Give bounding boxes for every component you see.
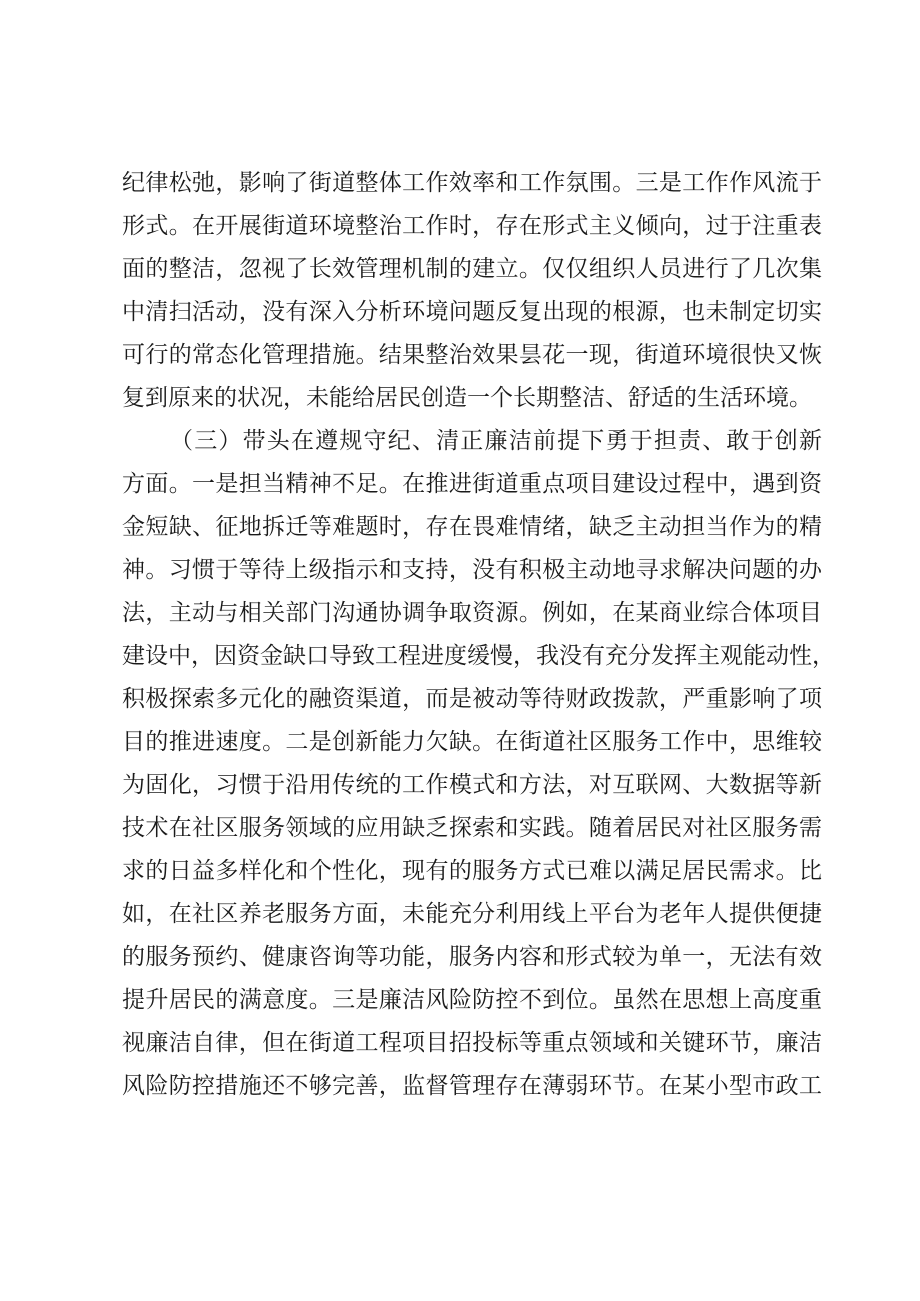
- paragraph-line: 面的整洁，忽视了长效管理机制的建立。仅仅组织人员进行了几次集: [122, 256, 822, 282]
- paragraph-line: 风险防控措施还不够完善，监督管理存在薄弱环节。在某小型市政工: [122, 1073, 822, 1099]
- paragraph-line: 复到原来的状况，未能给居民创造一个长期整洁、舒适的生活环境。: [122, 385, 812, 411]
- paragraph-line: 方面。一是担当精神不足。在推进街道重点项目建设过程中，遇到资: [122, 471, 822, 497]
- paragraph-line: 神。习惯于等待上级指示和支持，没有积极主动地寻求解决问题的办: [122, 557, 822, 583]
- paragraph-line: 中清扫活动，没有深入分析环境问题反复出现的根源，也未制定切实: [122, 299, 822, 325]
- paragraph-line: 可行的常态化管理措施。结果整治效果昙花一现，街道环境很快又恢: [122, 342, 822, 368]
- section-heading-line: （三）带头在遵规守纪、清正廉洁前提下勇于担责、敢于创新: [170, 428, 822, 454]
- paragraph-line: 形式。在开展街道环境整治工作时，存在形式主义倾向，过于注重表: [122, 213, 822, 239]
- paragraph-line: 为固化，习惯于沿用传统的工作模式和方法，对互联网、大数据等新: [122, 772, 822, 798]
- paragraph-line: 纪律松弛，影响了街道整体工作效率和工作氛围。三是工作作风流于: [122, 170, 822, 196]
- paragraph-line: 提升居民的满意度。三是廉洁风险防控不到位。虽然在思想上高度重: [122, 987, 822, 1013]
- paragraph-line: 如，在社区养老服务方面，未能充分利用线上平台为老年人提供便捷: [122, 901, 822, 927]
- paragraph-line: 积极探索多元化的融资渠道，而是被动等待财政拨款，严重影响了项: [122, 686, 822, 712]
- paragraph-line: 的服务预约、健康咨询等功能，服务内容和形式较为单一，无法有效: [122, 944, 822, 970]
- paragraph-line: 建设中，因资金缺口导致工程进度缓慢，我没有充分发挥主观能动性，: [122, 643, 835, 669]
- paragraph-line: 技术在社区服务领域的应用缺乏探索和实践。随着居民对社区服务需: [122, 815, 822, 841]
- paragraph-line: 视廉洁自律，但在街道工程项目招投标等重点领域和关键环节，廉洁: [122, 1030, 822, 1056]
- paragraph-line: 金短缺、征地拆迁等难题时，存在畏难情绪，缺乏主动担当作为的精: [122, 514, 822, 540]
- paragraph-line: 求的日益多样化和个性化，现有的服务方式已难以满足居民需求。比: [122, 858, 822, 884]
- paragraph-line: 目的推进速度。二是创新能力欠缺。在街道社区服务工作中，思维较: [122, 729, 822, 755]
- paragraph-line: 法，主动与相关部门沟通协调争取资源。例如，在某商业综合体项目: [122, 600, 822, 626]
